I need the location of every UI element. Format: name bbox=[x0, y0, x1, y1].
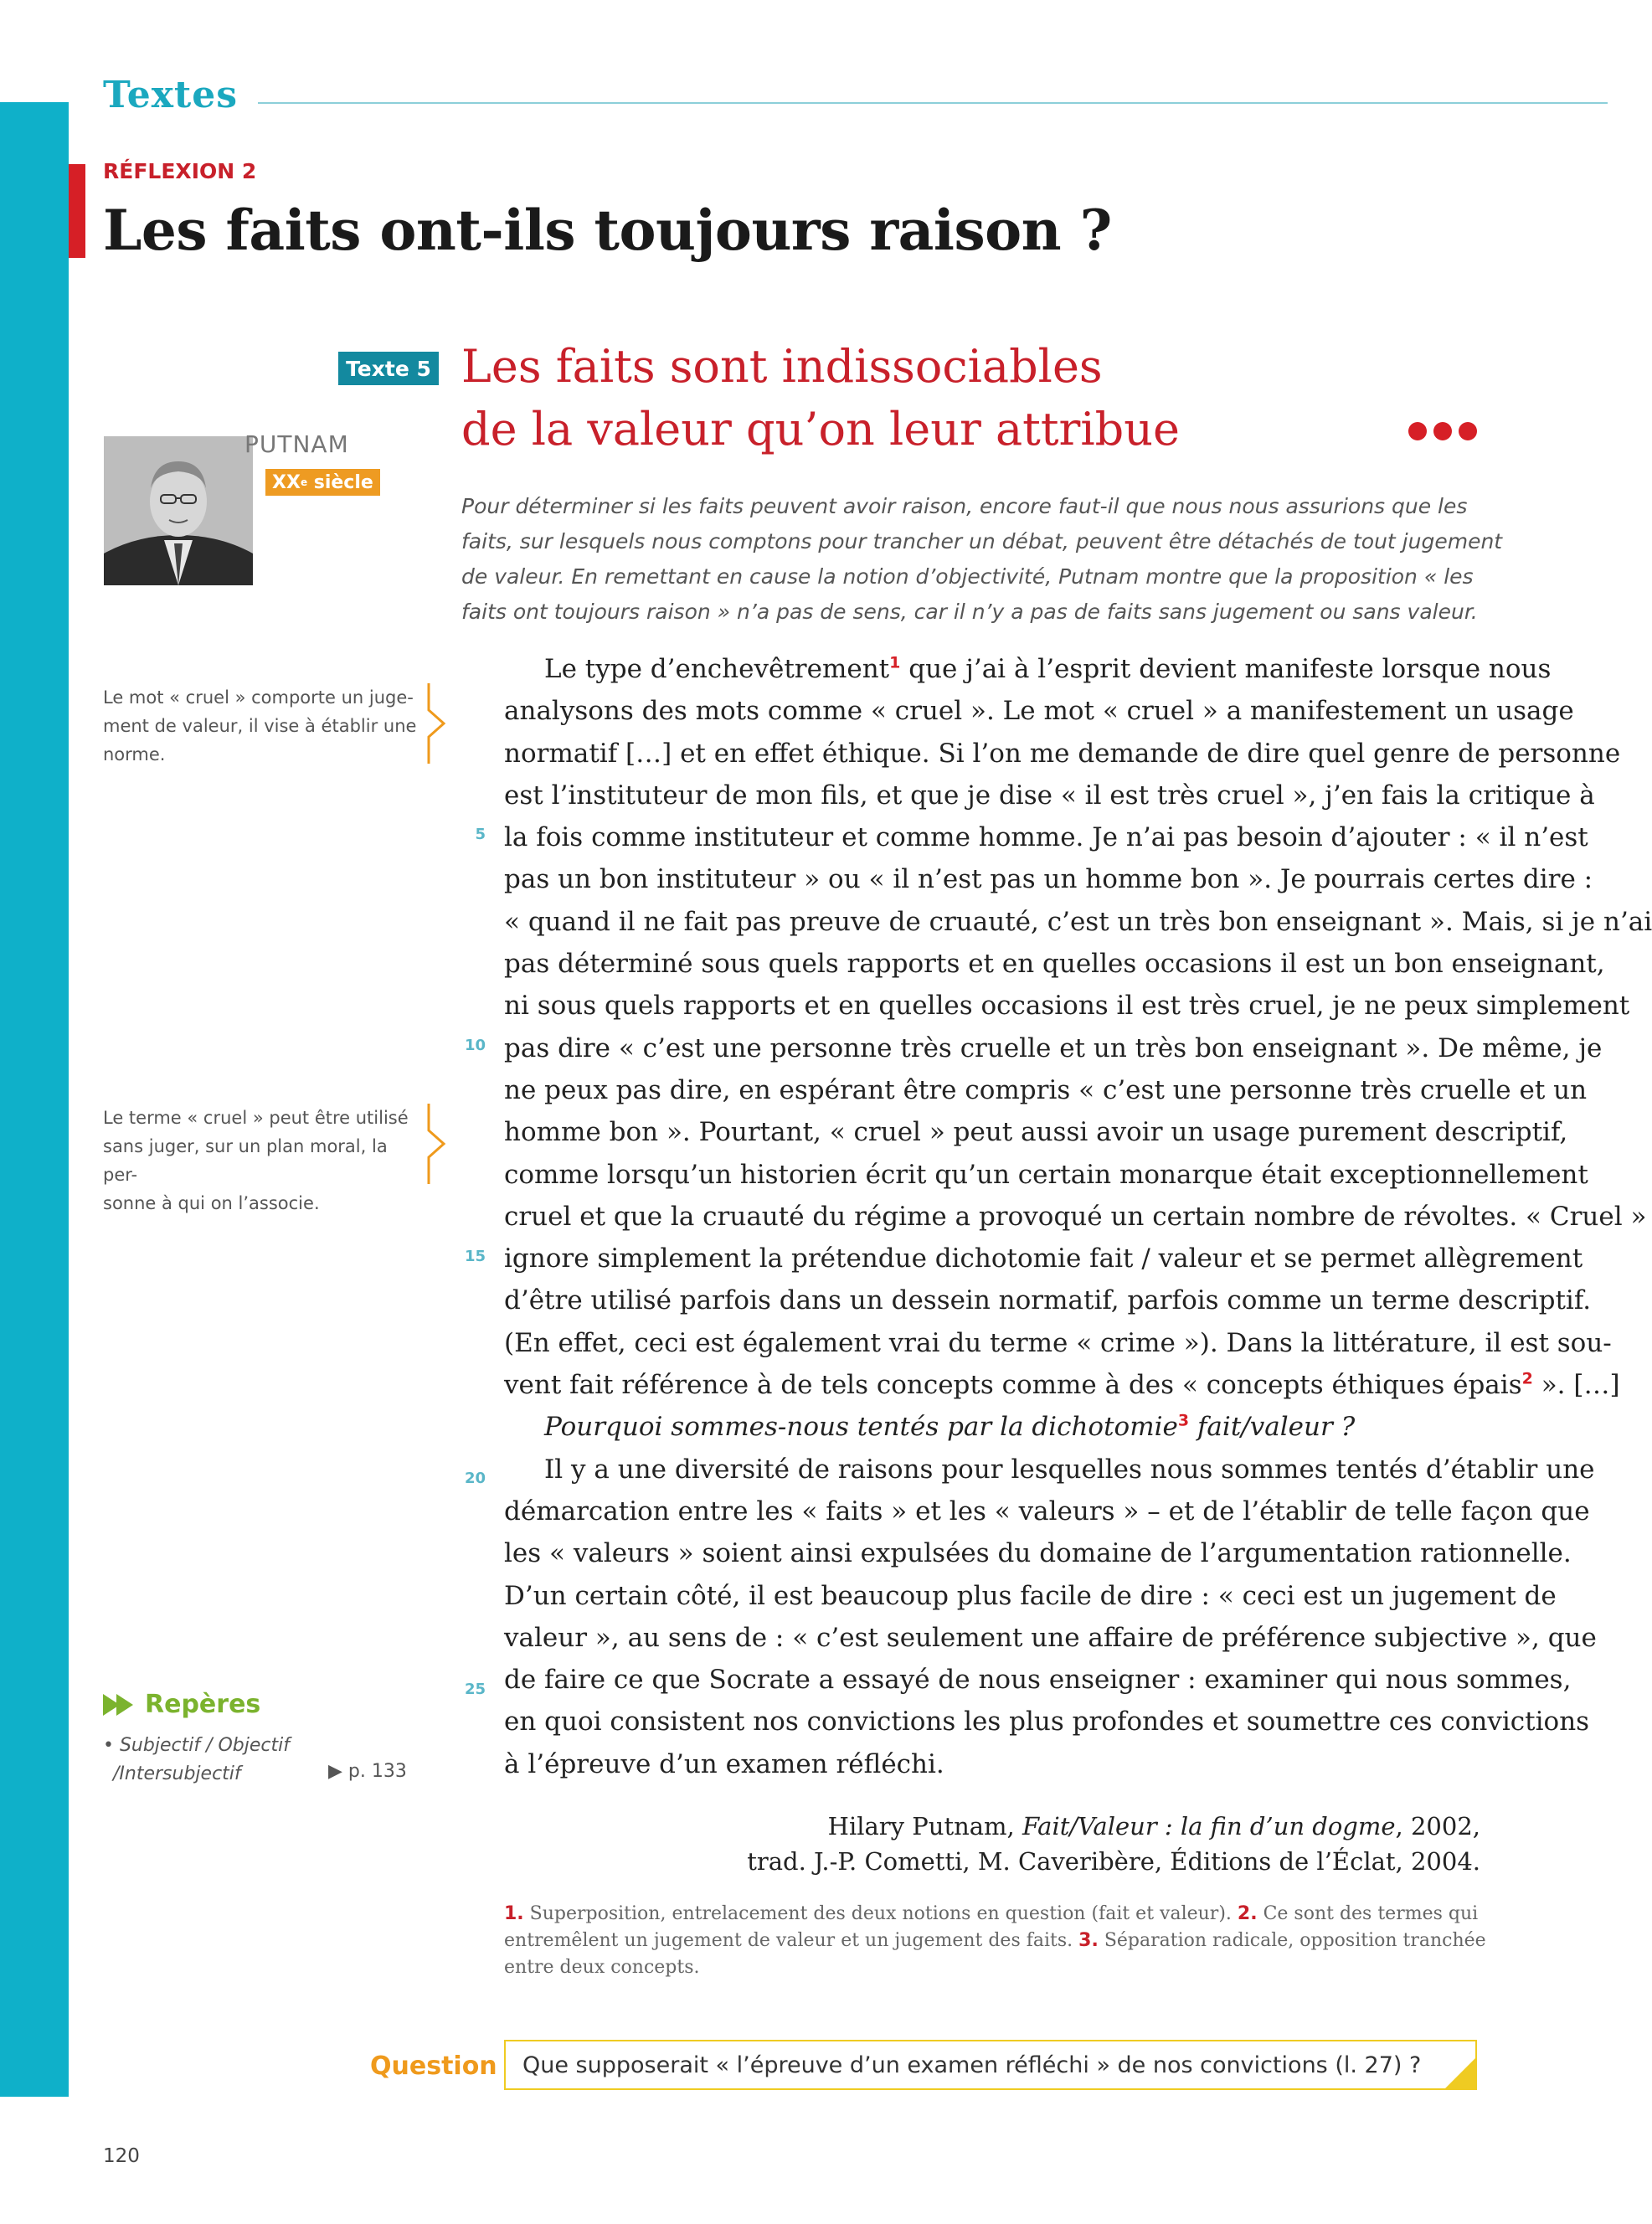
difficulty-dot bbox=[1433, 422, 1452, 440]
line-number: 20 bbox=[464, 1470, 486, 1487]
footnote-ref: 1 bbox=[889, 653, 901, 672]
text-line: normatif […] et en effet éthique. Si l’on me demande de dire quel genre de personne bbox=[504, 738, 1621, 769]
line-number: 5 bbox=[475, 826, 486, 843]
intro-paragraph bbox=[461, 489, 1503, 630]
text-line: la fois comme instituteur et comme homme. Je n’ai pas besoin d’ajouter : « il n’est bbox=[504, 822, 1588, 853]
text-title-line-2: de la valeur qu’on leur attribue bbox=[461, 403, 1180, 456]
text-line: ni sous quels rapports et en quelles occasions il est très cruel, je ne peux simplement bbox=[504, 991, 1630, 1022]
text-line: homme bon ». Pourtant, « cruel » peut aussi avoir un usage purement descriptif, bbox=[504, 1117, 1568, 1148]
left-color-band bbox=[0, 102, 69, 2097]
text-line: Le type d’enchevêtrement$^1$ que j’ai à l’esprit devient manifeste lorsque nous bbox=[544, 653, 1552, 684]
question-box bbox=[504, 2040, 1477, 2090]
author-portrait bbox=[104, 436, 253, 585]
text-line: (En effet, ceci est également vrai du terme « crime »). Dans la littérature, il est sou- bbox=[504, 1327, 1612, 1358]
text-line: valeur », au sens de : « c’est seulement une affaire de préférence subjective », que bbox=[504, 1622, 1597, 1653]
text-subheading: Pourquoi sommes-nous tentés par la dichotomie$^3$ fait/valeur ? bbox=[544, 1412, 1356, 1443]
reperes-title: Repères bbox=[145, 1690, 261, 1719]
page-title: Les faits ont-ils toujours raison ? bbox=[103, 198, 1112, 263]
footnote-line: entremêlent un jugement de valeur et un jugement des faits. 3. Séparation radicale, opposition tranchée bbox=[504, 1930, 1486, 1951]
text-line: est l’instituteur de mon fils, et que je dise « il est très cruel », j’en fais la critique à bbox=[504, 780, 1595, 811]
line-number: 25 bbox=[464, 1681, 486, 1698]
question-corner-flag bbox=[1444, 2057, 1477, 2090]
text-line: cruel et que la cruauté du régime a provoqué un certain nombre de révoltes. « Cruel » bbox=[504, 1201, 1647, 1232]
text-line: pas un bon instituteur » ou « il n’est pas un homme bon ». Je pourrais certes dire : bbox=[504, 864, 1593, 895]
text-line: « quand il ne fait pas preuve de cruauté, c’est un très bon enseignant ». Mais, si je n’ai bbox=[504, 906, 1652, 937]
line-number: 10 bbox=[464, 1037, 486, 1054]
source-citation-line-2: trad. J.-P. Cometti, M. Caveribère, Éditions de l’Éclat, 2004. bbox=[747, 1847, 1480, 1876]
section-rule bbox=[258, 102, 1608, 104]
intro-line: faits ont toujours raison » n’a pas de sens, car il n’y a pas de faits sans jugement ou sans valeur. bbox=[461, 600, 1478, 624]
difficulty-dot bbox=[1408, 422, 1427, 440]
margin-brace-icon bbox=[425, 1102, 450, 1186]
text-line: pas déterminé sous quels rapports et en quelles occasions il est un bon enseignant, bbox=[504, 949, 1605, 980]
text-line: de faire ce que Socrate a essayé de nous enseigner : examiner qui nous sommes, bbox=[504, 1665, 1572, 1696]
page-number: 120 bbox=[103, 2145, 140, 2167]
intro-line: de valeur. En remettant en cause la notion d’objectivité, Putnam montre que la proposition « les bbox=[461, 564, 1474, 589]
text-line: D’un certain côté, il est beaucoup plus facile de dire : « ceci est un jugement de bbox=[504, 1580, 1557, 1611]
section-label: Textes bbox=[103, 74, 239, 116]
question-text: Que supposerait « l’épreuve d’un examen réfléchi » de nos convictions (l. 27) ? bbox=[522, 2052, 1422, 2078]
text-number-badge: Texte 5 bbox=[338, 352, 439, 385]
text-line: Il y a une diversité de raisons pour lesquelles nous sommes tentés d’établir une bbox=[544, 1454, 1595, 1485]
footnote-ref: 2 bbox=[1521, 1369, 1533, 1388]
text-line: en quoi consistent nos convictions les plus profondes et soumettre ces convictions bbox=[504, 1707, 1590, 1738]
footnote-line: 1. Superposition, entrelacement des deux notions en question (fait et valeur). 2. Ce sont des termes qui bbox=[504, 1903, 1479, 1924]
main-text bbox=[504, 648, 1652, 1785]
margin-brace-icon bbox=[425, 682, 450, 765]
source-citation-line-1: Hilary Putnam, Fait/Valeur : la fin d’un dogme, 2002, bbox=[827, 1812, 1480, 1840]
intro-line: faits, sur lesquels nous comptons pour trancher un débat, peuvent être détachés de tout jugement bbox=[461, 529, 1503, 553]
margin-note: Le terme « cruel » peut être utilisé sans juger, sur un plan moral, la per- sonne à qui on l’associe. bbox=[103, 1108, 409, 1213]
text-line: vent fait référence à de tels concepts comme à des « concepts éthiques épais$^2$ ». […] bbox=[504, 1369, 1620, 1401]
text-line: les « valeurs » soient ainsi expulsées du domaine de l’argumentation rationnelle. bbox=[504, 1538, 1572, 1569]
text-line: pas dire « c’est une personne très cruelle et un très bon enseignant ». De même, je bbox=[504, 1032, 1603, 1063]
century-roman: XX bbox=[272, 471, 301, 493]
footnote-ref: 3 bbox=[1177, 1412, 1190, 1431]
difficulty-dot bbox=[1459, 422, 1477, 440]
text-line: d’être utilisé parfois dans un dessein normatif, parfois comme un terme descriptif. bbox=[504, 1285, 1592, 1316]
text-title-line-1: Les faits sont indissociables bbox=[461, 340, 1103, 393]
text-line: à l’épreuve d’un examen réfléchi. bbox=[504, 1748, 944, 1779]
line-number: 15 bbox=[464, 1248, 486, 1265]
century-superscript: e bbox=[300, 476, 308, 488]
text-line: ne peux pas dire, en espérant être compris « c’est une personne très cruelle et un bbox=[504, 1074, 1588, 1105]
question-label: Question bbox=[370, 2052, 497, 2081]
century-word: siècle bbox=[313, 471, 373, 493]
reperes-item: • Subjectif / Objectif /Intersubjectif bbox=[103, 1735, 290, 1784]
reperes-heading bbox=[103, 1690, 260, 1719]
text-line: ignore simplement la prétendue dichotomie fait / valeur et se permet allègrement bbox=[504, 1243, 1583, 1274]
text-line: comme lorsqu’un historien écrit qu’un certain monarque était exceptionnellement bbox=[504, 1159, 1588, 1190]
footnotes bbox=[504, 1901, 1486, 1981]
footnote-line: entre deux concepts. bbox=[504, 1957, 700, 1978]
text-line: analysons des mots comme « cruel ». Le mot « cruel » a manifestement un usage bbox=[504, 696, 1574, 727]
author-portrait-drawing bbox=[104, 436, 253, 585]
margin-note: Le mot « cruel » comporte un juge- ment de valeur, il vise à établir une norme. bbox=[103, 687, 417, 764]
chapter-marker-bar bbox=[69, 164, 85, 258]
intro-line: Pour déterminer si les faits peuvent avoir raison, encore faut-il que nous nous assurions que les bbox=[461, 494, 1468, 518]
text-line: démarcation entre les « faits » et les « valeurs » – et de l’établir de telle façon que bbox=[504, 1496, 1590, 1526]
author-name: PUTNAM bbox=[244, 430, 349, 458]
chapter-label: RÉFLEXION 2 bbox=[103, 159, 257, 183]
reperes-page-link[interactable]: ▶ p. 133 bbox=[328, 1761, 407, 1782]
century-badge bbox=[265, 469, 380, 496]
source-work-title: Fait/Valeur : la fin d’un dogme bbox=[1022, 1812, 1396, 1840]
double-arrow-icon bbox=[103, 1694, 136, 1716]
